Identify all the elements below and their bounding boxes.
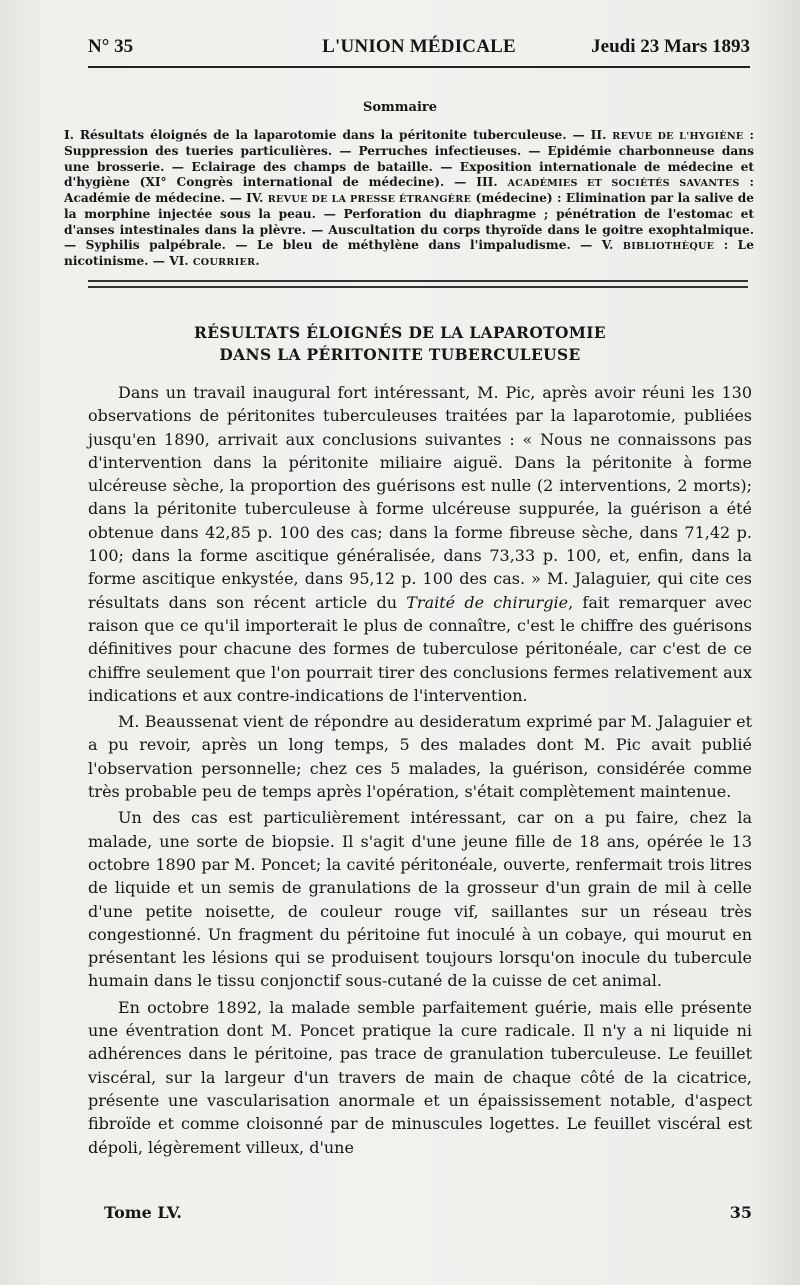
volume-label: Tome LV. [104,1203,182,1222]
sommaire-text: : Le nicotinisme. — VI. [64,238,754,269]
sommaire-contents [64,128,754,271]
page-number: 35 [729,1203,752,1222]
sommaire-section-name: COURRIER [192,257,256,269]
paragraph-text: , fait remarquer avec raison que ce qu'il importerait le plus de connaître, c'est le chiffre des guérisons définitives pour chacune des formes de tuberculose péritonéale, car c'est de ce chiffre seulement que l'on pourrait tirer des conclusions fermes relativement aux indications et aux contre-indications de l'intervention. [88,592,752,705]
paragraph-text: En octobre 1892, la malade semble parfaitement guérie, mais elle présente une éventration dont M. Poncet pratique la cure radicale. Il n'y a ni liquide ni adhérences dans le péritoine, pas trace de granulation tuberculeuse. Le feuillet viscéral, sur la largeur d'un travers de main de chaque côté de la cicatrice, présente une vascularisation anormale et un épaississement notable, d'aspect fibroïde et comme cloisonné par de minuscules logettes. Le feuillet viscéral est dépoli, légèrement villeux, d'une [88,997,752,1157]
section-divider [88,280,748,292]
article-title [0,322,800,366]
paragraph-text: Un des cas est particulièrement intéressant, car on a pu faire, chez la malade, une sorte de biopsie. Il s'agit d'une jeune fille de 18 ans, opérée le 13 octobre 1890 par M. Poncet; la cavité péritonéale, ouverte, renfermait trois litres de liquide et un semis de granulations de la grosseur d'un grain de mil à celle d'une petite noisette, de couleur rouge vif, saillantes sur un réseau très congestionné. Un fragment du péritoine fut inoculé à un cobaye, qui mourut en présentant les lésions qui se produisent toujours lorsqu'on inocule du tubercule humain dans le tissu conjonctif sous-cutané de la cuisse de cet animal. [88,808,752,991]
sommaire-text: I. Résultats éloignés de la laparotomie dans la péritonite tuberculeuse. — II. [64,128,613,142]
cited-work-title: Traité de chirurgie [406,592,569,612]
sommaire-text: . [255,254,260,269]
paragraph-text: M. Beaussenat vient de répondre au desideratum exprimé par M. Jalaguier et a pu revoir, après un long temps, 5 des malades dont M. Pic avait publié l'observation personnelle; chez ces 5 malades, la guérison, considérée comme très probable peu de temps après l'opération, s'était complètement maintenue. [88,712,752,802]
journal-title: L'UNION MÉDICALE [322,36,516,57]
sommaire-text: : Académie de médecine. — IV. [64,174,755,206]
sommaire-section-name: REVUE DE LA PRESSE ÉTRANGÈRE [267,194,472,206]
article-paragraph [88,381,752,707]
issue-date: Jeudi 23 Mars 1893 [591,36,750,57]
article-paragraph [88,806,752,992]
header-rule [88,66,750,68]
sommaire-section-name: BIBLIOTHÈQUE [622,241,715,253]
article-body [88,381,752,1159]
running-header [88,36,750,62]
article-paragraph [88,710,752,803]
sommaire-text: (médecine) : Elimination par la salive de la morphine injectée sous la peau. — Perforation du diaphragme ; pénétration de l'estomac et d'anses intestinales dans la plèvre. — Auscultation du corps thyroïde dans le goitre exophtalmique. — Syphilis palpébrale. — Le bleu de méthylène dans l'impaludisme. — V. [64,191,755,253]
article-title-line-1: RÉSULTATS ÉLOIGNÉS DE LA LAPAROTOMIE [194,324,606,342]
article-paragraph [88,996,752,1159]
sommaire-section-name: ACADÉMIES ET SOCIÉTÉS SAVANTES [507,177,740,189]
page-footer [104,1203,752,1227]
sommaire-heading: Sommaire [362,100,438,115]
issue-number: N° 35 [88,36,134,57]
sommaire-section-name: REVUE DE L'HYGIÈNE [612,131,744,142]
sommaire-text: : Suppression des tueries particulières. — Perruches infectieuses. — Epidémie charbonneuse dans une brosserie. — Eclairage des champs de bataille. — Exposition internationale de médecine et d'hygiène (XI° Congrès international de médecine). — III. [64,128,754,189]
paragraph-text: Dans un travail inaugural fort intéressant, M. Pic, après avoir réuni les 130 observations de péritonites tuberculeuses traitées par la laparotomie, publiées jusqu'en 1890, arrivait aux conclusions suivantes : « Nous ne connaissons pas d'intervention dans la péritonite miliaire aiguë. Dans la péritonite à forme ulcéreuse sèche, la proportion des guérisons est nulle (2 interventions, 2 morts); dans la péritonite tuberculeuse à forme ulcéreuse suppurée, la guérison a été obtenue dans 42,85 p. 100 des cas; dans la forme fibreuse sèche, dans 71,42 p. 100; dans la forme ascitique généralisée, dans 73,33 p. 100, et, enfin, dans la forme ascitique enkystée, dans 95,12 p. 100 des cas. » M. Jalaguier, qui cite ces résultats dans son récent article du [88,383,752,612]
article-title-line-2: DANS LA PÉRITONITE TUBERCULEUSE [219,346,581,364]
